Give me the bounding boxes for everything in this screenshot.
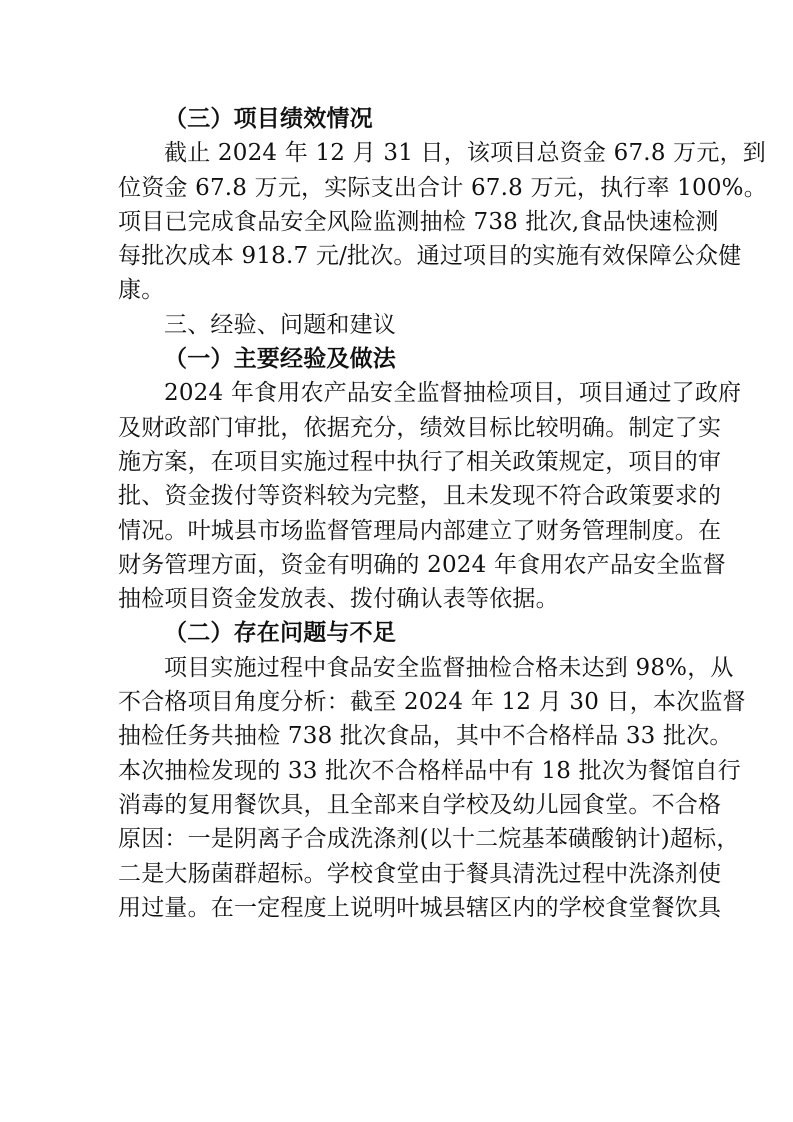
section-heading-main-experience: （一）主要经验及做法 [164,345,396,373]
paragraph-line: 消毒的复用餐饮具，且全部来自学校及幼儿园食堂。不合格 [118,791,722,818]
paragraph-line: 每批次成本 918.7 元/批次。通过项目的实施有效保障公众健 [118,243,742,270]
paragraph-line: 抽检项目资金发放表、拨付确认表等依据。 [118,586,559,613]
chapter-heading-experience: 三、经验、问题和建议 [164,311,396,338]
paragraph-line: 位资金 67.8 万元，实际支出合计 67.8 万元，执行率 100%。 [118,174,767,201]
paragraph-line: 用过量。在一定程度上说明叶城县辖区内的学校食堂餐饮具 [118,894,722,921]
paragraph-line: 不合格项目角度分析：截至 2024 年 12 月 30 日，本次监督 [118,689,746,716]
paragraph-line: 情况。叶城县市场监督管理局内部建立了财务管理制度。在 [118,517,722,544]
paragraph-line: 抽检任务共抽检 738 批次食品，其中不合格样品 33 批次。 [118,723,733,750]
paragraph-line: 施方案，在项目实施过程中执行了相关政策规定，项目的审 [118,448,722,475]
section-heading-problems: （二）存在问题与不足 [164,619,396,647]
paragraph-line: 康。 [118,277,165,304]
paragraph-line: 项目实施过程中食品安全监督抽检合格未达到 98%，从 [164,654,734,681]
paragraph-line: 项目已完成食品安全风险监测抽检 738 批次,食品快速检测 [118,208,719,235]
document-page [118,102,767,925]
paragraph-line: 截止 2024 年 12 月 31 日，该项目总资金 67.8 万元，到 [164,140,766,167]
paragraph-line: 2024 年食用农产品安全监督抽检项目，项目通过了政府 [164,380,742,407]
paragraph-line: 本次抽检发现的 33 批次不合格样品中有 18 批次为餐馆自行 [118,757,741,784]
section-heading-performance: （三）项目绩效情况 [164,105,373,132]
paragraph-line: 及财政部门审批，依据充分，绩效目标比较明确。制定了实 [118,414,722,441]
paragraph-line: 财务管理方面，资金有明确的 2024 年食用农产品安全监督 [118,551,726,578]
paragraph-line: 二是大肠菌群超标。学校食堂由于餐具清洗过程中洗涤剂使 [118,860,722,887]
paragraph-line: 原因：一是阴离子合成洗涤剂(以十二烷基苯磺酸钠计)超标， [118,826,740,853]
paragraph-line: 批、资金拨付等资料较为完整，且未发现不符合政策要求的 [118,483,722,510]
